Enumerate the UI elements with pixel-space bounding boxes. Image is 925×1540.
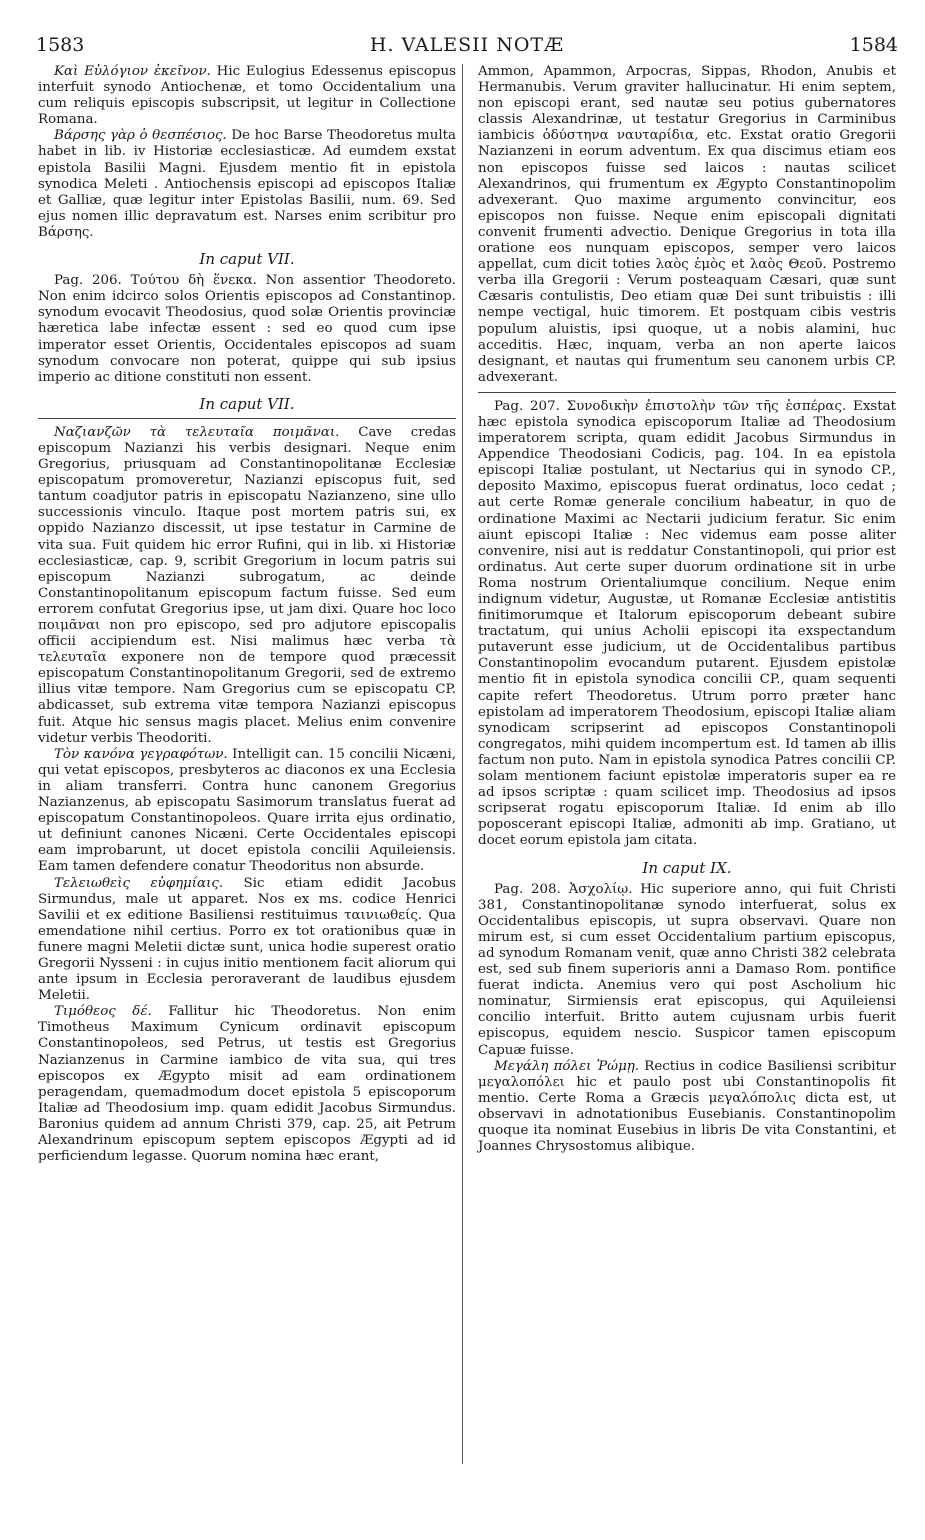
note-text: Hic Eulogius Edessenus episcopus interfuit synodo Antiochenæ, et tomo Occidentalium una cum reliquis episcopis subscripsit, ut legitur in Collectione Romana. <box>38 64 456 128</box>
page-header <box>36 34 898 60</box>
note-text: Cave credas episcopum Nazianzi his verbis designari. Neque enim Gregorius, priusquam ad Constantinopolitanæ Ecclesiæ episcopatum promoveretur, Nazianzi episcopus fuit, sed tantum coadjutor patris in episcopatu Nazianzeno, sine ullo successionis vinculo. Itaque post mortem patris sui, ex oppido Nazianzo discessit, ut ipse testatur in Carmine de vita sua. Fuit quidem hic error Rufini, qui in lib. xi Historiæ ecclesiasticæ, cap. 9, scribit Gregorium in locum patris sui episcopum Nazianzi subrogatum, ac deinde Constantinopolitanum episcopum factum fuisse. Sed eum errorem confutat Gregorius ipse, ut jam dixi. Quare hoc loco ποιμᾶναι non pro episcopo, sed pro adjutore episcopalis officii accipiendum est. Nisi malimus hæc verba τὰ τελευταῖα exponere non de tempore quod præcessit episcopatum Constantinopolitanum Gregorii, sed de extremo illius vitæ tempore. Nam Gregorius cum se episcopatu CP. abdicasset, sub extrema vitæ tempora Nazianzi episcopus fuit. Atque hic sensus magis placet. Melius enim convenire videtur verbis Theodoriti. <box>38 424 456 746</box>
column-divider <box>462 64 463 1464</box>
note-paragraph <box>38 1004 456 1165</box>
section-rule <box>478 392 896 393</box>
note-paragraph: Pag. 208. Ἀσχολίῳ. Hic superiore anno, qui fuit Christi 381, Constantinopolitanæ synodo interfuerat, solus ex Occidentalibus episcopis, ut supra observavi. Quare non mirum est, si cum esset Occidentalium partium episcopus, ad synodum Romanam venit, quæ anno Christi 382 celebrata est, sed sub finem superioris anni a Damaso Rom. pontifice fuerat indicta. Anemius vero qui post Ascholium hic nominatur, Sirmiensis erat episcopus, qui Aquileiensi concilio interfuit. Britto autem cujusnam urbis fuerit episcopus, equidem nescio. Suspicor tamen episcopum Capuæ fuisse. <box>478 881 896 1058</box>
note-lemma: Βάρσης γὰρ ὁ θεσπέσιος. <box>54 128 227 144</box>
note-paragraph: Pag. 207. Συνοδικὴν ἐπιστολὴν τῶν τῆς ἑσπέρας. Exstat hæc epistola synodica episcoporum Italiæ ad Theodosium imperatorem scripta, quam edidit Jacobus Sirmundus in Appendice Theodosiani Codicis, pag. 104. In ea epistola episcopi Italiæ postulant, ut Nectarius qui in synodo CP., deposito Maximo, episcopus fuerat ordinatus, loco cedat ; aut certe Romæ generale concilium habeatur, in quo de ordinatione Maximi ac Nectarii judicium feratur. Sic enim aiunt episcopi Italiæ : Nec videmus eam posse aliter convenire, nisi aut is reddatur Constantinopoli, qui prior est ordinatus. Aut certe super duorum ordinatione sit in urbe Roma nostrum Orientaliumque concilium. Neque enim indignum videtur, Augustæ, ut Romanæ Ecclesiæ antistitis finitimorumque et Italorum episcoporum debeant subire tractatum, qui unius Acholii episcopi ita exspectandum putaverunt esse judicium, ut de Occidentalibus partibus Constantinopolim evocandum putarent. Ejusdem epistolæ mentio fit in epistola synodica concilii CP., quam sequenti capite refert Theodoretus. Utrum porro præter hanc epistolam ad imperatorem Theodosium, episcopi Italiæ aliam synodicam scripserint ad episcopos Constantinopoli congregatos, mihi quidem incompertum est. Id tamen ab illis factum non puto. Nam in epistola synodica Patres concilii CP. solam mentionem faciunt epistolæ imperatoris super ea re ad ipsos scriptæ : quam scilicet imp. Theodosius ad ipsos scripserat rogatu episcoporum Italiæ. Id enim ab illo poposcerant episcopi Italiæ, admoniti ab imp. Gratiano, ut docet eorum epistola jam citata. <box>478 398 896 849</box>
note-lemma: Καὶ Εὐλόγιον ἐκεῖνον. <box>54 64 211 79</box>
section-heading: In caput VII. <box>199 250 295 269</box>
note-lemma: Τὸν κανόνα γεγραφότων. <box>54 746 228 762</box>
section-heading: In caput IX. <box>642 858 732 877</box>
note-paragraph: Pag. 206. Τούτου δὴ ἕνεκα. Non assentior Theodoreto. Non enim idcirco solos Orientis episcopos ad Constantinop. synodum evocavit Theodosius, quod solæ Orientis provinciæ hæretica labe infectæ essent : sed eo quod cum ipse imperator esset Orientis, Occidentales episcopos ad suam synodum convocare non poterat, quippe qui sub ipsius imperio ac ditione constituti non essent. <box>38 273 456 385</box>
note-paragraph <box>38 425 456 747</box>
note-lemma: Ναζιανζῶν τὰ τελευταῖα ποιμᾶναι. <box>54 424 340 440</box>
note-lemma: Τελειωθεὶς εὐφημίαις. <box>54 875 224 891</box>
note-paragraph <box>38 747 456 876</box>
section-rule <box>38 418 456 419</box>
note-text: Rectius in codice Basiliensi scribitur μεγαλοπόλει hic et paulo post ubi Constantinopolis fit mentio. Certe Roma a Græcis μεγαλόπολις dicta est, ut observavi in adnotationibus Eusebianis. Constantinopolim quoque ita nominat Eusebius in libris De vita Constantini, et Joannes Chrysostomus alibique. <box>478 1058 896 1155</box>
note-text: Fallitur hic Theodoretus. Non enim Timotheus Maximum Cynicum ordinavit episcopum Constantinopoleos, sed Petrus, ut testis est Gregorius Nazianzenus in Carmine iambico de vita sua, qui tres episcopos ex Ægypto misit ad eam ordinationem peragendam, quemadmodum docet epistola 5 episcoporum Italiæ ad Theodosium imp. quam edidit Jacobus Sirmundus. Baronius quidem ad annum Christi 379, cap. 25, ait Petrum Alexandrinum episcopum septem episcopos Ægypti ad id perficiendum legasse. Quorum nomina hæc erant, <box>38 1004 456 1165</box>
right-column <box>478 64 896 1155</box>
running-title: H. VALESII NOTÆ <box>369 34 565 56</box>
note-paragraph: Ammon, Apammon, Arpocras, Sippas, Rhodon, Anubis et Hermanubis. Verum graviter hallucinatur. Hi enim septem, non episcopi erant, sed nautæ seu potius gubernatores classis Alexandrinæ, ut testatur Gregorius in Carminibus iambicis ὀδύστηνα ναυταρίδια, etc. Exstat oratio Gregorii Nazianzeni in eorum adventum. Ex qua discimus etiam eos non episcopos fuisse sed laicos : nautas scilicet Alexandrinos, qui frumentum ex Ægypto Constantinopolim advexerant. Quo maxime argumento convincitur, eos episcopos non fuisse. Neque enim episcopali dignitati convenit frumenti advectio. Denique Gregorius in tota illa oratione eos nunquam episcopos, semper vero laicos appellat, cum dicit toties λαὸς ἐμὸς et λαὸς Θεοῦ. Postremo verba illa Gregorii : Verum posteaquam Cæsari, quæ sunt Cæsaris contulistis, Deo etiam quæ Dei sunt tribuistis : illi nempe vectigal, huic timorem. Et postquam cibis vestris populum aluistis, ipsi quoque, ut a nobis alamini, huc acceditis. Hæc, inquam, verba an non aperte laicos designant, et nautas qui frumentum seu canonem urbis CP. advexerant. <box>478 64 896 385</box>
note-lemma: Μεγάλη πόλει Ῥώμῃ. <box>494 1058 640 1074</box>
note-paragraph <box>38 64 456 128</box>
note-paragraph <box>38 876 456 1005</box>
note-text: Intelligit can. 15 concilii Nicæni, qui vetat episcopos, presbyteros ac diaconos ex una Ecclesia in aliam transferri. Contra hunc canonem Gregorius Nazianzenus, ab episcopatu Sasimorum translatus fuerat ad episcopatum Constantinopoleos. Quare irrita ejus ordinatio, ut definiunt canones Nicæni. Certe Occidentales episcopi eam improbarunt, ut docet epistola concilii Aquileiensis. Eam tamen defendere conatur Theodoritus non absurde. <box>38 746 457 875</box>
page-number-left: 1583 <box>36 34 85 56</box>
note-text: De hoc Barse Theodoretus multa habet in lib. iv Historiæ ecclesiasticæ. Ad eumdem exstat epistola Basilii Magni. Ejusdem mentio fit in epistola synodica Meleti . Antiochensis episcopi ad episcopos Italiæ et Galliæ, quæ legitur inter Epistolas Basilii, num. 69. Sed ejus nomen illic depravatum est. Narses enim scribitur pro Βάρσης. <box>38 128 456 240</box>
page-number-right: 1584 <box>849 34 898 56</box>
note-text: Sic etiam edidit Jacobus Sirmundus, male ut apparet. Nos ex ms. codice Henrici Savilii et ex editione Basiliensi restituimus ταινιωθείς. Qua emendatione nihil certius. Porro ex tot orationibus quæ in funere magni Meletii dictæ sunt, unica hodie superest oratio Gregorii Nysseni : in cujus initio mentionem facit aliorum qui ante ipsum in Ecclesia peroraverant de laudibus ejusdem Meletii. <box>38 875 456 1004</box>
note-paragraph <box>38 128 456 241</box>
note-lemma: Τιμόθεος δέ. <box>54 1004 152 1020</box>
section-heading: In caput VII. <box>199 394 295 413</box>
note-paragraph <box>478 1059 896 1156</box>
left-column <box>38 64 456 1165</box>
